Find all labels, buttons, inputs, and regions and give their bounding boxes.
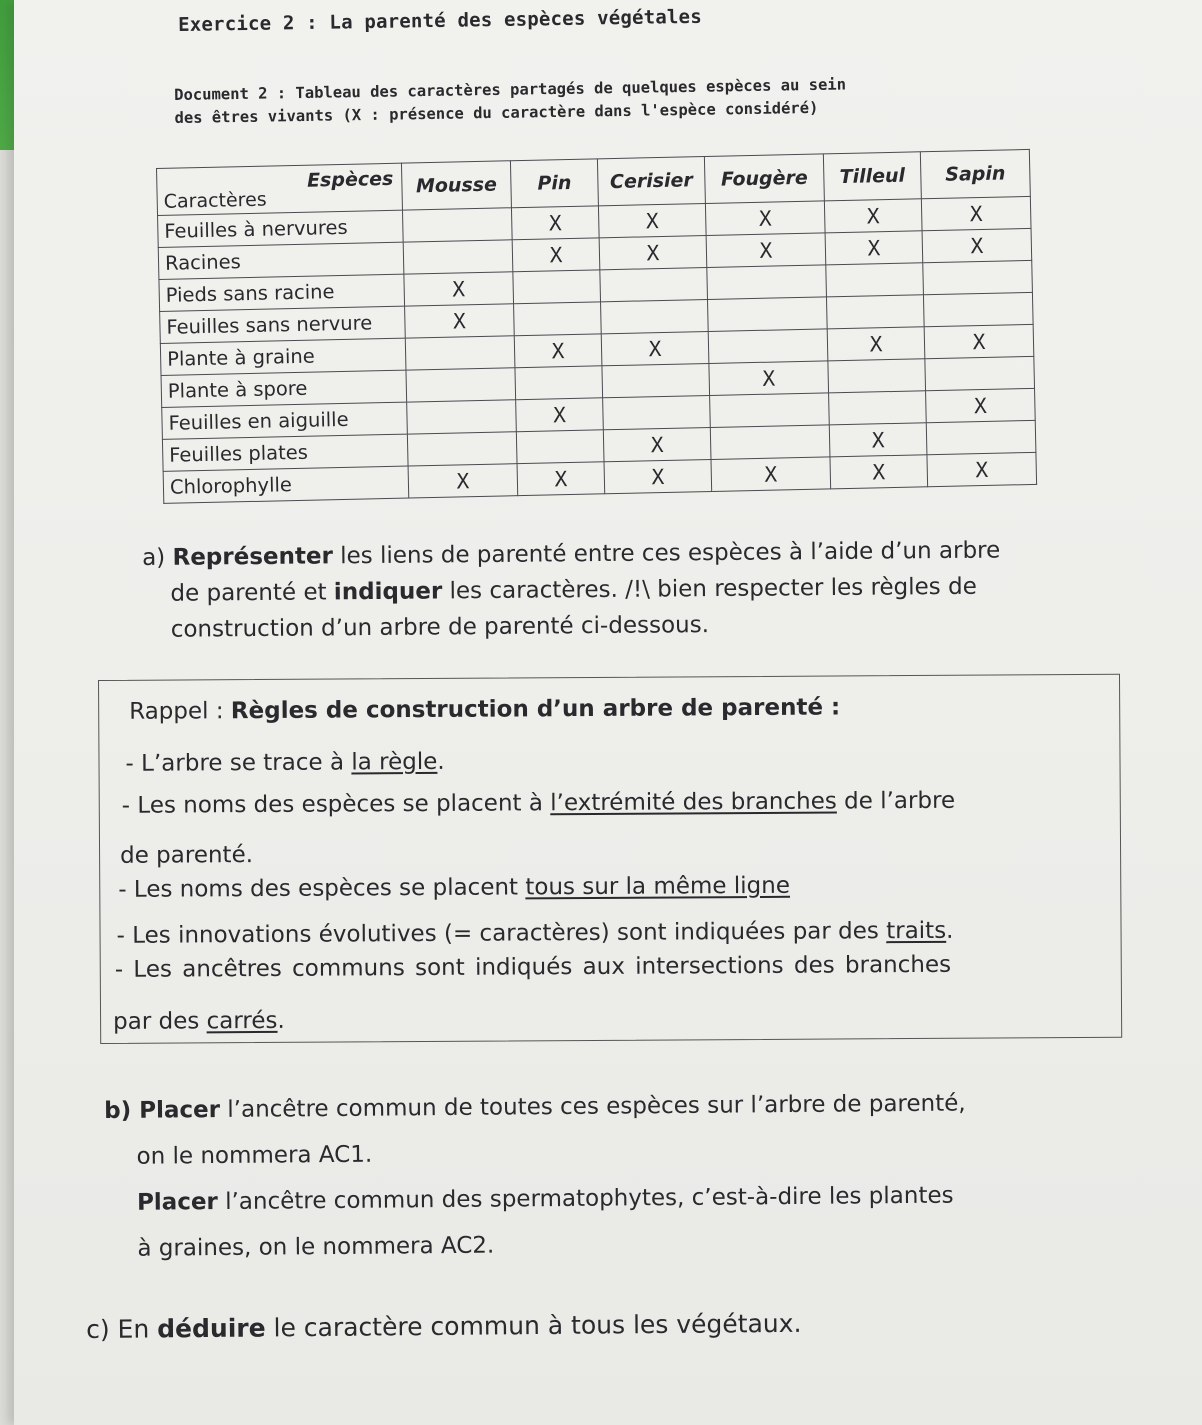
- table-cell: [407, 400, 517, 434]
- table-cell: X: [511, 206, 599, 240]
- rappel-title-bold: Règles de construction d’un arbre de parenté :: [230, 694, 841, 725]
- rappel-box: [98, 674, 1122, 1044]
- table-cell: [407, 432, 517, 466]
- row-label: Chlorophylle: [163, 466, 409, 503]
- species-header-tilleul: Tilleul: [823, 152, 921, 201]
- question-b: [104, 1079, 1136, 1272]
- table-cell: X: [922, 228, 1032, 262]
- question-b-line-2: on le nommera AC1.: [136, 1141, 373, 1170]
- question-a-text-2a: de parenté et: [170, 579, 334, 607]
- table-cell: [828, 359, 926, 393]
- table-cell: [602, 363, 710, 397]
- rappel-title: [129, 686, 840, 733]
- table-cell: [923, 260, 1033, 294]
- characters-table-grid: [156, 149, 1037, 504]
- table-cell: X: [709, 361, 829, 396]
- table-cell: [925, 356, 1035, 390]
- table-cell: [603, 395, 711, 429]
- question-a: [142, 532, 1083, 648]
- table-cell: X: [604, 459, 712, 493]
- table-cell: [707, 297, 827, 332]
- question-a-verb-indiquer: indiquer: [333, 578, 443, 606]
- species-header-cerisier: Cerisier: [597, 157, 705, 206]
- rappel-rule-2: [122, 780, 956, 828]
- table-cell: X: [827, 327, 925, 361]
- table-cell: [600, 268, 708, 302]
- table-cell: [402, 208, 512, 242]
- table-cell: X: [829, 423, 927, 457]
- table-cell: [406, 368, 516, 402]
- table-cell: [710, 425, 830, 460]
- table-cell: X: [512, 238, 600, 272]
- exercise-title: Exercice 2 : La parenté des espèces végétales: [178, 5, 703, 36]
- table-cell: [826, 295, 924, 329]
- rule-5-underlined: carrés: [206, 1007, 278, 1035]
- table-cell: [707, 265, 827, 300]
- table-cell: X: [514, 334, 602, 368]
- species-header-sapin: Sapin: [920, 149, 1030, 198]
- rule-5-cont-text: par des: [113, 1008, 207, 1035]
- table-cell: [516, 430, 604, 464]
- table-cell: X: [924, 324, 1034, 358]
- rule-4-underlined: traits: [886, 917, 947, 945]
- table-cell: X: [598, 204, 706, 238]
- question-a-text-1: les liens de parenté entre ces espèces à l’aide d’un arbre: [332, 537, 1001, 570]
- table-cell: [826, 263, 924, 297]
- question-c-text: le caractère commun à tous les végétaux.: [265, 1308, 802, 1343]
- row-label: Feuilles sans nervure: [160, 306, 406, 343]
- document-caption-line-2: des êtres vivants (X : présence du caractère dans l'espèce considéré): [174, 98, 819, 127]
- table-corner-cell: [157, 163, 403, 215]
- rule-1-underlined: la règle: [351, 748, 438, 776]
- table-cell: X: [603, 427, 711, 461]
- rule-1-end: .: [437, 748, 445, 775]
- table-cell: [405, 336, 515, 370]
- table-cell: X: [921, 196, 1031, 230]
- rule-2-underlined: l’extrémité des branches: [550, 788, 837, 817]
- row-label: Feuilles plates: [162, 434, 408, 471]
- rule-2-end: de l’arbre: [836, 787, 956, 815]
- table-cell: X: [706, 233, 826, 268]
- row-label: Plante à spore: [161, 370, 407, 407]
- rappel-rule-1: [125, 741, 444, 786]
- table-cell: X: [408, 464, 518, 498]
- table-cell: X: [824, 199, 922, 233]
- question-b-text-1: l’ancêtre commun de toutes ces espèces sur l’arbre de parenté,: [219, 1090, 966, 1123]
- rule-4-end: .: [946, 917, 954, 944]
- species-header-pin: Pin: [510, 159, 598, 208]
- table-cell: [923, 292, 1033, 326]
- row-label: Pieds sans racine: [159, 274, 405, 311]
- question-b-line-4: à graines, on le nommera AC2.: [137, 1232, 495, 1262]
- rappel-rule-5: - Les ancêtres communs sont indiqués aux intersections des branches: [114, 951, 952, 983]
- question-c-verb-deduire: déduire: [157, 1313, 266, 1344]
- table-cell: X: [405, 304, 515, 338]
- question-a-prefix: a): [142, 544, 173, 571]
- rule-3-underlined: tous sur la même ligne: [525, 872, 791, 901]
- table-cell: X: [404, 272, 514, 306]
- table-cell: X: [825, 231, 923, 265]
- table-cell: X: [517, 462, 605, 496]
- question-c-prefix: c) En: [86, 1314, 158, 1344]
- rappel-rule-2-continuation: de parenté.: [119, 842, 254, 869]
- table-cell: X: [601, 331, 709, 365]
- table-cell: [708, 329, 828, 364]
- characters-table: [156, 149, 1037, 504]
- species-header-fougere: Fougère: [704, 154, 824, 204]
- table-cell: X: [926, 388, 1036, 422]
- question-b-verb-placer-2: Placer: [136, 1189, 218, 1216]
- question-a-line-3: construction d’un arbre de parenté ci-dessous.: [170, 612, 710, 643]
- species-header-mousse: Mousse: [401, 161, 511, 210]
- table-cell: [926, 420, 1036, 454]
- table-cell: X: [711, 457, 831, 492]
- question-b-prefix: b): [104, 1097, 140, 1124]
- rule-4-text: - Les innovations évolutives (= caractères) sont indiquées par des: [116, 918, 887, 949]
- document-caption-line-1: Document 2 : Tableau des caractères partagés de quelques espèces au sein: [174, 75, 847, 104]
- table-cell: X: [927, 452, 1037, 486]
- row-label: Feuilles à nervures: [158, 210, 404, 247]
- table-cell: X: [516, 398, 604, 432]
- rule-1-text: - L’arbre se trace à: [125, 749, 352, 777]
- table-cell: [403, 240, 513, 274]
- corner-characters-label: Caractères: [163, 188, 267, 213]
- rappel-title-prefix: Rappel :: [129, 698, 231, 725]
- rule-5-end: .: [277, 1007, 285, 1034]
- rappel-rule-5-continuation: [113, 1000, 285, 1044]
- rule-2-text: - Les noms des espèces se placent à: [121, 790, 551, 819]
- table-cell: X: [599, 236, 707, 270]
- table-cell: [829, 391, 927, 425]
- question-b-text-3: l’ancêtre commun des spermatophytes, c’est-à-dire les plantes: [217, 1182, 954, 1216]
- table-cell: X: [830, 455, 928, 489]
- table-cell: [515, 366, 603, 400]
- row-label: Plante à graine: [160, 338, 406, 375]
- rappel-rule-3: [118, 865, 790, 912]
- table-cell: [601, 300, 709, 334]
- corner-species-label: Espèces: [306, 167, 394, 192]
- rule-3-text: - Les noms des espèces se placent: [118, 874, 526, 903]
- table-cell: [514, 302, 602, 336]
- table-cell: X: [705, 201, 825, 236]
- row-label: Racines: [158, 242, 404, 279]
- question-b-verb-placer-1: Placer: [139, 1096, 221, 1124]
- row-label: Feuilles en aiguille: [162, 402, 408, 439]
- table-cell: [710, 393, 830, 428]
- table-body: [158, 196, 1037, 503]
- question-a-text-2b: les caractères. /!\ bien respecter les règles de: [442, 573, 977, 605]
- question-a-verb-representer: Représenter: [172, 543, 333, 571]
- table-cell: [513, 270, 601, 304]
